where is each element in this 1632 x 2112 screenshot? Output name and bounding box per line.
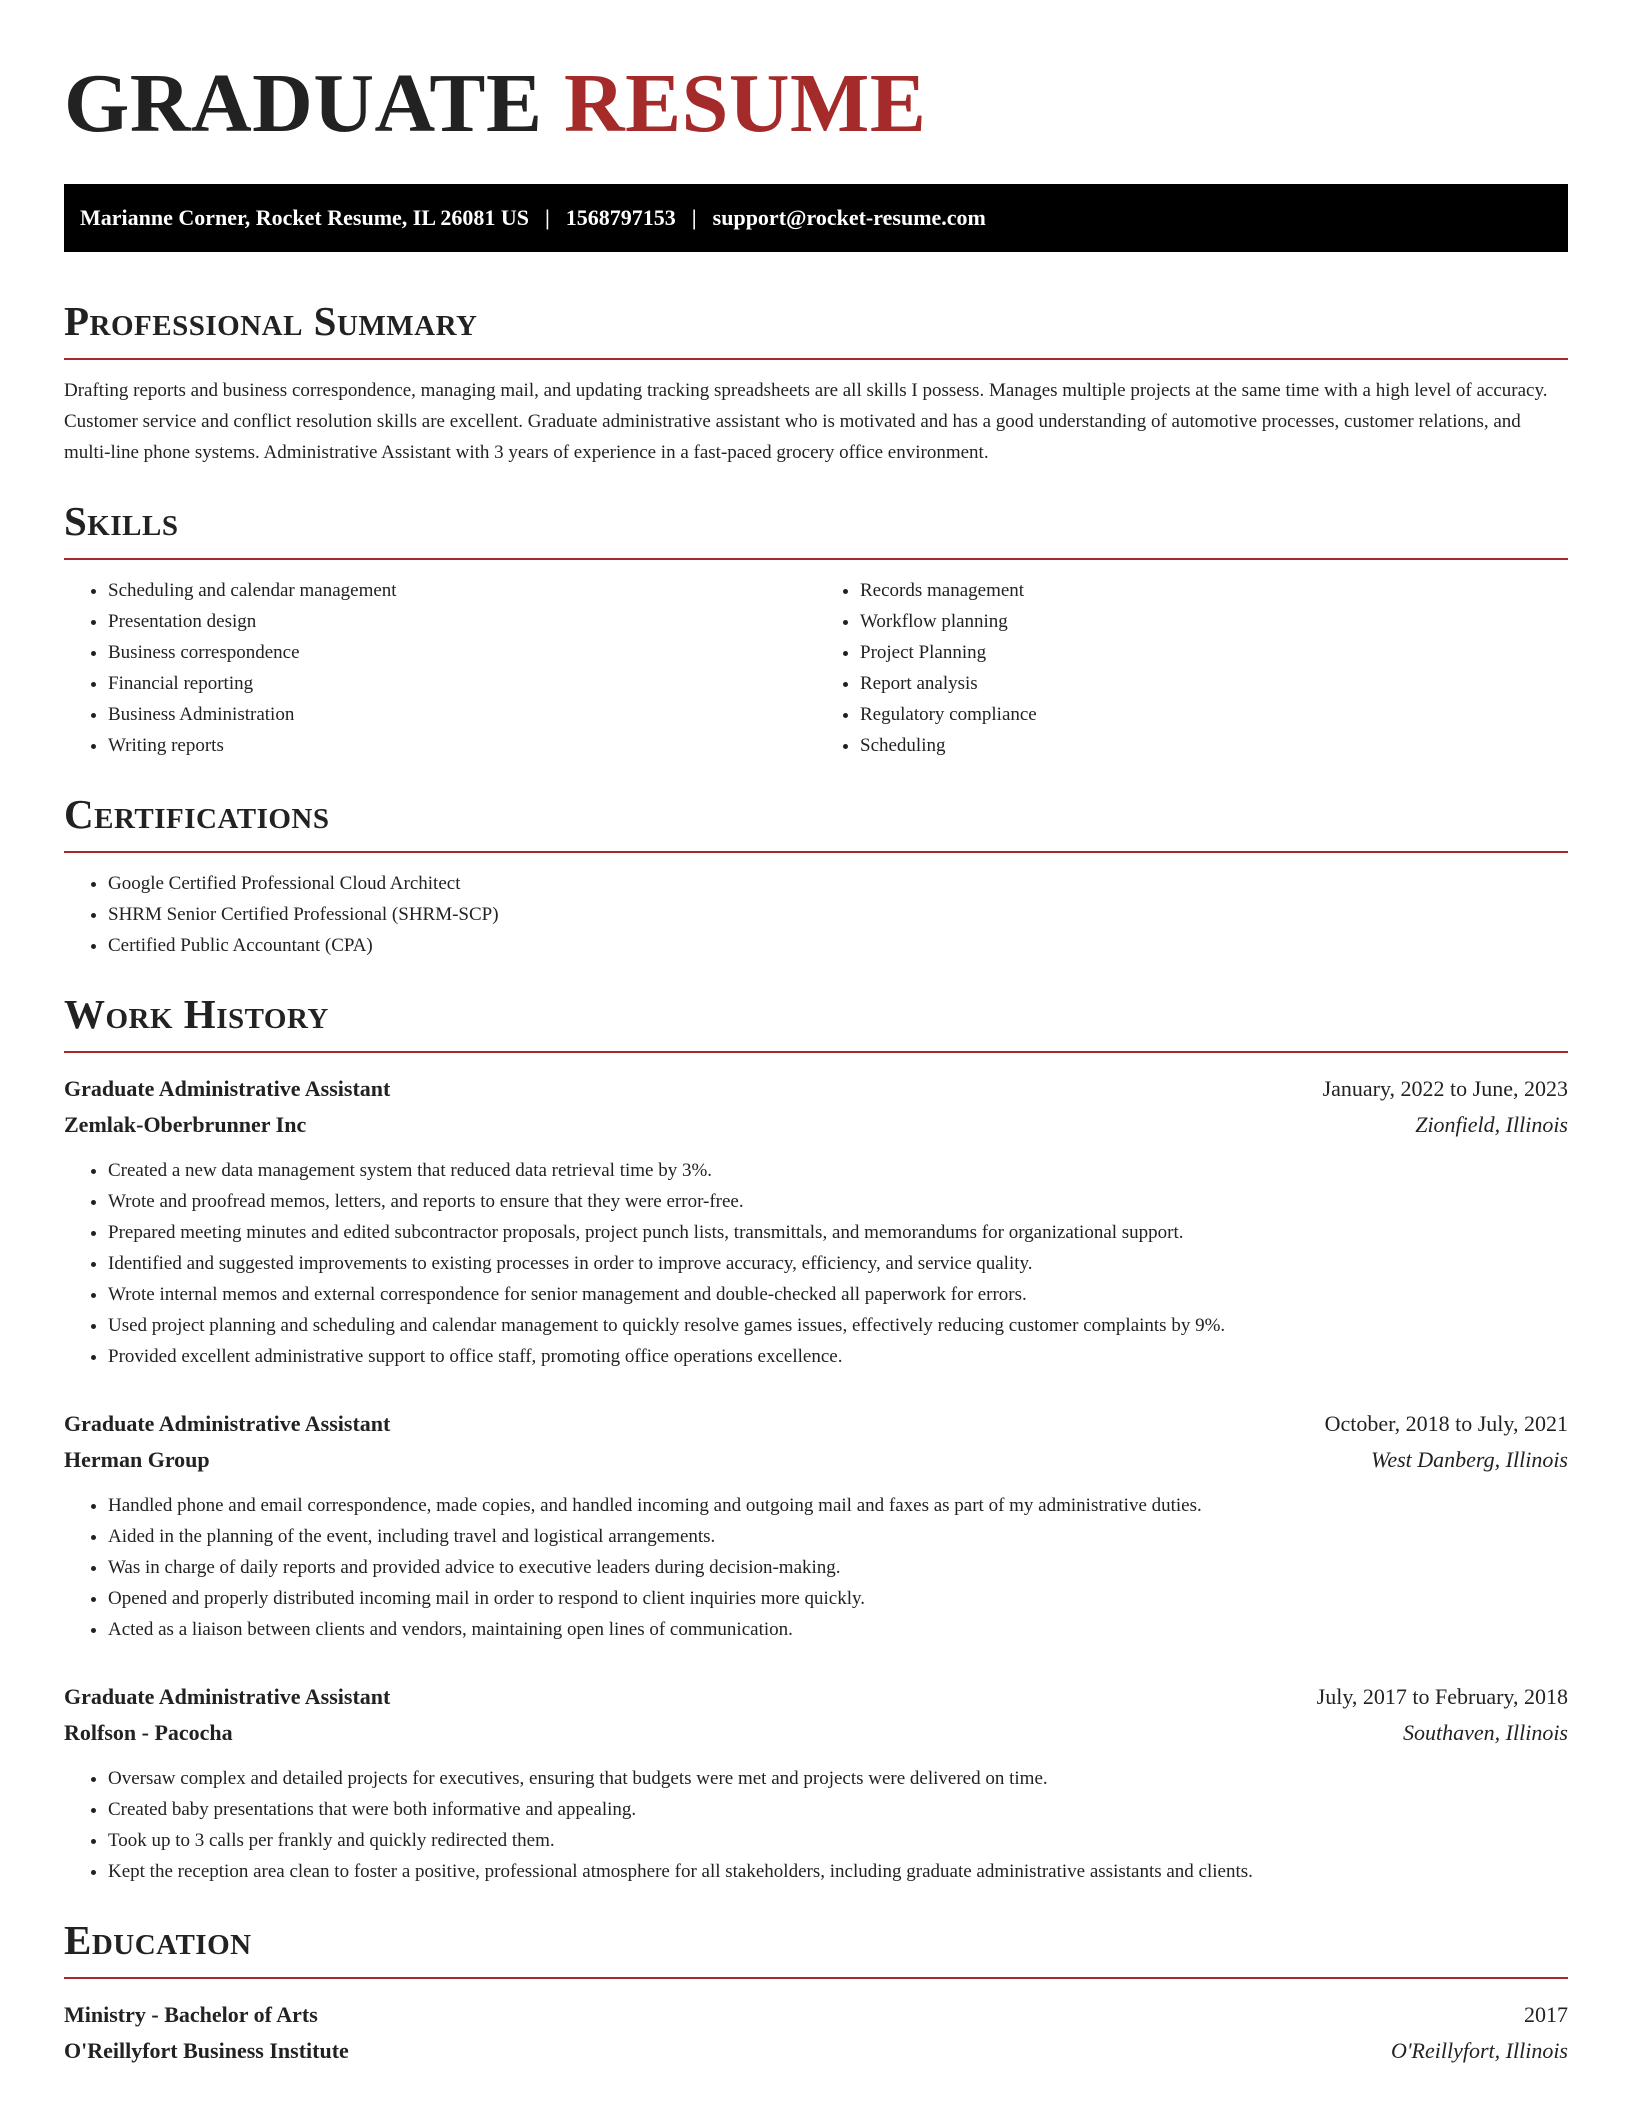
contact-name-address: Marianne Corner, Rocket Resume, IL 26081 US [80,205,529,230]
section-divider [64,1051,1568,1053]
list-item: • Aided in the planning of the event, including travel and logistical arrangements. [108,1521,1568,1552]
summary-text: Drafting reports and business correspondence, managing mail, and updating tracking spreadsheets are all skills I possess. Manages multiple projects at the same time with a high level of accuracy. Customer service and conflict resolution skills are excellent. Graduate administrative assistant who is motivated and has a good understanding of automotive processes, customer relations, and multi-line phone systems. Administrative Assistant with 3 years of experience in a fast-paced grocery office environment. [64,380,1548,463]
list-item: • Financial reporting [108,668,816,699]
list-item: • SHRM Senior Certified Professional (SHRM-SCP) [108,899,1568,930]
job-company: Zemlak-Oberbrunner Inc [64,1112,307,1137]
list-item: • Oversaw complex and detailed projects for executives, ensuring that budgets were met and projects were delivered on time. [108,1763,1568,1794]
education-school: O'Reillyfort Business Institute [64,2038,349,2063]
list-item: • Prepared meeting minutes and edited subcontractor proposals, project punch lists, transmittals, and memorandums for organizational support. [108,1217,1568,1248]
resume-title [64,0,1568,150]
section-heading-work-history: Work History [64,991,329,1037]
certifications-section [64,789,1568,961]
job-header-row [64,1071,1568,1107]
list-item: • Used project planning and scheduling and calendar management to quickly resolve games issues, effectively reducing customer complaints by 9%. [108,1310,1568,1341]
section-divider [64,358,1568,360]
section-divider [64,1977,1568,1979]
list-item: • Google Certified Professional Cloud Architect [108,868,1568,899]
skills-list-right [816,575,1568,761]
job-location: Zionfield, Illinois [1415,1112,1568,1137]
section-heading-education: Education [64,1917,252,1963]
job-dates: October, 2018 to July, 2021 [1324,1411,1568,1436]
education-location: O'Reillyfort, Illinois [1390,2038,1568,2063]
education-school-row [64,2033,1568,2069]
list-item: • Opened and properly distributed incoming mail in order to respond to client inquiries more quickly. [108,1583,1568,1614]
skills-list-left [64,575,816,761]
job-company: Rolfson - Pacocha [64,1720,233,1745]
education-degree: Ministry - Bachelor of Arts [64,2002,318,2027]
list-item: • Created baby presentations that were both informative and appealing. [108,1794,1568,1825]
section-heading-skills: Skills [64,498,179,544]
skills-grid [64,575,1568,761]
education-section [64,1915,1568,2069]
skills-section [64,496,1568,761]
job-location: West Danberg, Illinois [1371,1447,1568,1472]
job-entry [64,1679,1568,1887]
list-item: • Business correspondence [108,637,816,668]
job-company: Herman Group [64,1447,210,1472]
list-item: • Scheduling and calendar management [108,575,816,606]
list-item: • Wrote internal memos and external correspondence for senior management and double-checked all paperwork for errors. [108,1279,1568,1310]
job-dates: July, 2017 to February, 2018 [1316,1684,1568,1709]
contact-phone: 1568797153 [565,205,676,230]
list-item: • Provided excellent administrative support to office staff, promoting office operations excellence. [108,1341,1568,1372]
list-item: • Regulatory compliance [860,699,1568,730]
job-title: Graduate Administrative Assistant [64,1411,391,1436]
list-item: • Report analysis [860,668,1568,699]
list-item: • Took up to 3 calls per frankly and quickly redirected them. [108,1825,1568,1856]
section-divider [64,558,1568,560]
title-main: GRADUATE [64,57,543,150]
job-dates: January, 2022 to June, 2023 [1322,1076,1568,1101]
job-company-row [64,1715,1568,1751]
list-item: • Identified and suggested improvements to existing processes in order to improve accuracy, efficiency, and service quality. [108,1248,1568,1279]
title-accent: RESUME [563,57,927,150]
job-bullets [64,1490,1568,1645]
list-item: • Kept the reception area clean to foster a positive, professional atmosphere for all stakeholders, including graduate administrative assistants and clients. [108,1856,1568,1887]
job-location: Southaven, Illinois [1403,1720,1568,1745]
job-entry [64,1071,1568,1372]
education-year: 2017 [1524,2002,1568,2027]
list-item: • Business Administration [108,699,816,730]
job-company-row [64,1107,1568,1143]
list-item: • Project Planning [860,637,1568,668]
job-header-row [64,1679,1568,1715]
summary-section [64,296,1568,468]
contact-email: support@rocket-resume.com [712,205,986,230]
job-entry [64,1406,1568,1645]
contact-bar [64,184,1568,252]
certifications-list [64,868,1568,961]
work-history-section [64,989,1568,1887]
section-heading-summary: Professional Summary [64,298,478,344]
list-item: • Writing reports [108,730,816,761]
section-divider [64,851,1568,853]
contact-separator: | [691,205,697,230]
job-company-row [64,1442,1568,1478]
list-item: • Wrote and proofread memos, letters, and reports to ensure that they were error-free. [108,1186,1568,1217]
education-degree-row [64,1997,1568,2033]
list-item: • Handled phone and email correspondence, made copies, and handled incoming and outgoing mail and faxes as part of my administrative duties. [108,1490,1568,1521]
job-title: Graduate Administrative Assistant [64,1684,391,1709]
job-bullets [64,1155,1568,1372]
job-bullets [64,1763,1568,1887]
job-title: Graduate Administrative Assistant [64,1076,391,1101]
section-heading-certifications: Certifications [64,791,330,837]
list-item: • Records management [860,575,1568,606]
education-entry [64,1997,1568,2069]
list-item: • Certified Public Accountant (CPA) [108,930,1568,961]
list-item: • Presentation design [108,606,816,637]
list-item: • Created a new data management system that reduced data retrieval time by 3%. [108,1155,1568,1186]
list-item: • Scheduling [860,730,1568,761]
job-header-row [64,1406,1568,1442]
list-item: • Was in charge of daily reports and provided advice to executive leaders during decision-making. [108,1552,1568,1583]
contact-separator: | [544,205,550,230]
list-item: • Workflow planning [860,606,1568,637]
list-item: • Acted as a liaison between clients and vendors, maintaining open lines of communication. [108,1614,1568,1645]
